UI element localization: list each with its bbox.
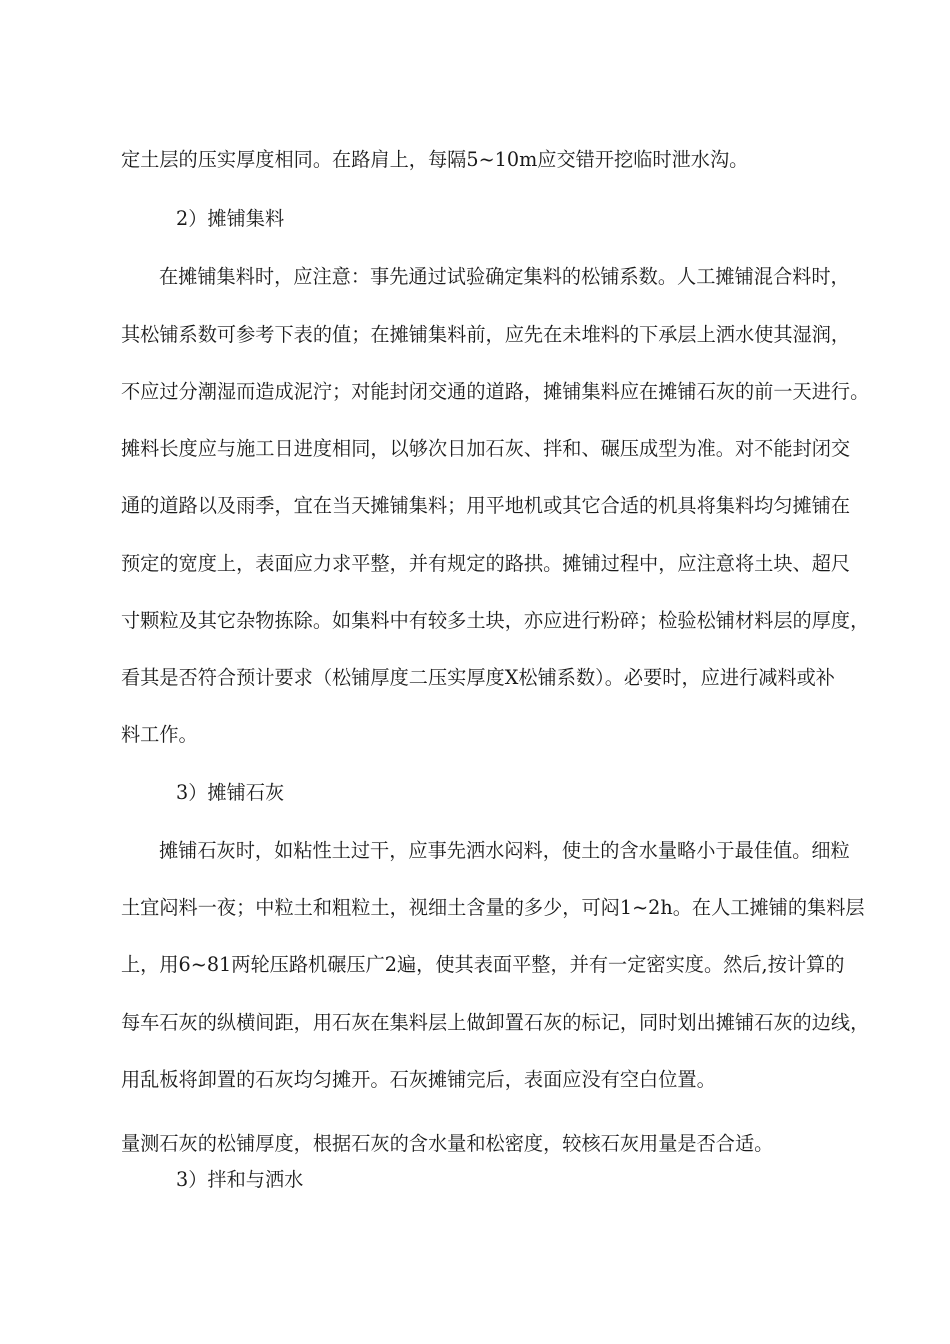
paragraph-line: 预定的宽度上，表面应力求平整，并有规定的路拱。摊铺过程中，应注意将土块、超尺	[121, 552, 851, 575]
paragraph-line: 土宜闷料一夜；中粒土和粗粒土，视细土含量的多少，可闷1~2h。在人工摊铺的集料层	[121, 896, 865, 919]
paragraph-line: 量测石灰的松铺厚度，根据石灰的含水量和松密度，较核石灰用量是否合适。	[121, 1132, 774, 1155]
paragraph-line: 每车石灰的纵横间距，用石灰在集料层上做卸置石灰的标记，同时划出摊铺石灰的边线，	[121, 1011, 870, 1034]
paragraph-line: 料工作。	[121, 723, 198, 746]
paragraph-line: 定土层的压实厚度相同。在路肩上，每隔5~10m应交错开挖临时泄水沟。	[121, 148, 749, 171]
paragraph-line: 用乱板将卸置的石灰均匀摊开。石灰摊铺完后，表面应没有空白位置。	[121, 1068, 716, 1091]
paragraph-line: 在摊铺集料时，应注意：事先通过试验确定集料的松铺系数。人工摊铺混合料时，	[159, 265, 850, 288]
paragraph-line: 看其是否符合预计要求（松铺厚度二压实厚度X松铺系数）。必要时，应进行减料或补	[121, 666, 835, 689]
section-heading: 3）摊铺石灰	[176, 781, 285, 804]
paragraph-line: 上，用6~81两轮压路机碾压广2遍，使其表面平整，并有一定密实度。然后,按计算的	[121, 953, 845, 976]
paragraph-line: 摊铺石灰时，如粘性土过干，应事先洒水闷料，使土的含水量略小于最佳值。细粒	[159, 839, 850, 862]
paragraph-line: 不应过分潮湿而造成泥泞；对能封闭交通的道路，摊铺集料应在摊铺石灰的前一天进行。	[121, 380, 870, 403]
section-heading: 3）拌和与洒水	[176, 1168, 304, 1191]
paragraph-line: 其松铺系数可参考下表的值；在摊铺集料前，应先在未堆料的下承层上洒水使其湿润，	[121, 323, 851, 346]
paragraph-line: 寸颗粒及其它杂物拣除。如集料中有较多土块，亦应进行粉碎；检验松铺材料层的厚度，	[121, 609, 870, 632]
section-heading: 2）摊铺集料	[176, 207, 285, 230]
paragraph-line: 摊料长度应与施工日进度相同，以够次日加石灰、拌和、碾压成型为准。对不能封闭交	[121, 437, 851, 460]
paragraph-line: 通的道路以及雨季，宜在当天摊铺集料；用平地机或其它合适的机具将集料均匀摊铺在	[121, 494, 851, 517]
